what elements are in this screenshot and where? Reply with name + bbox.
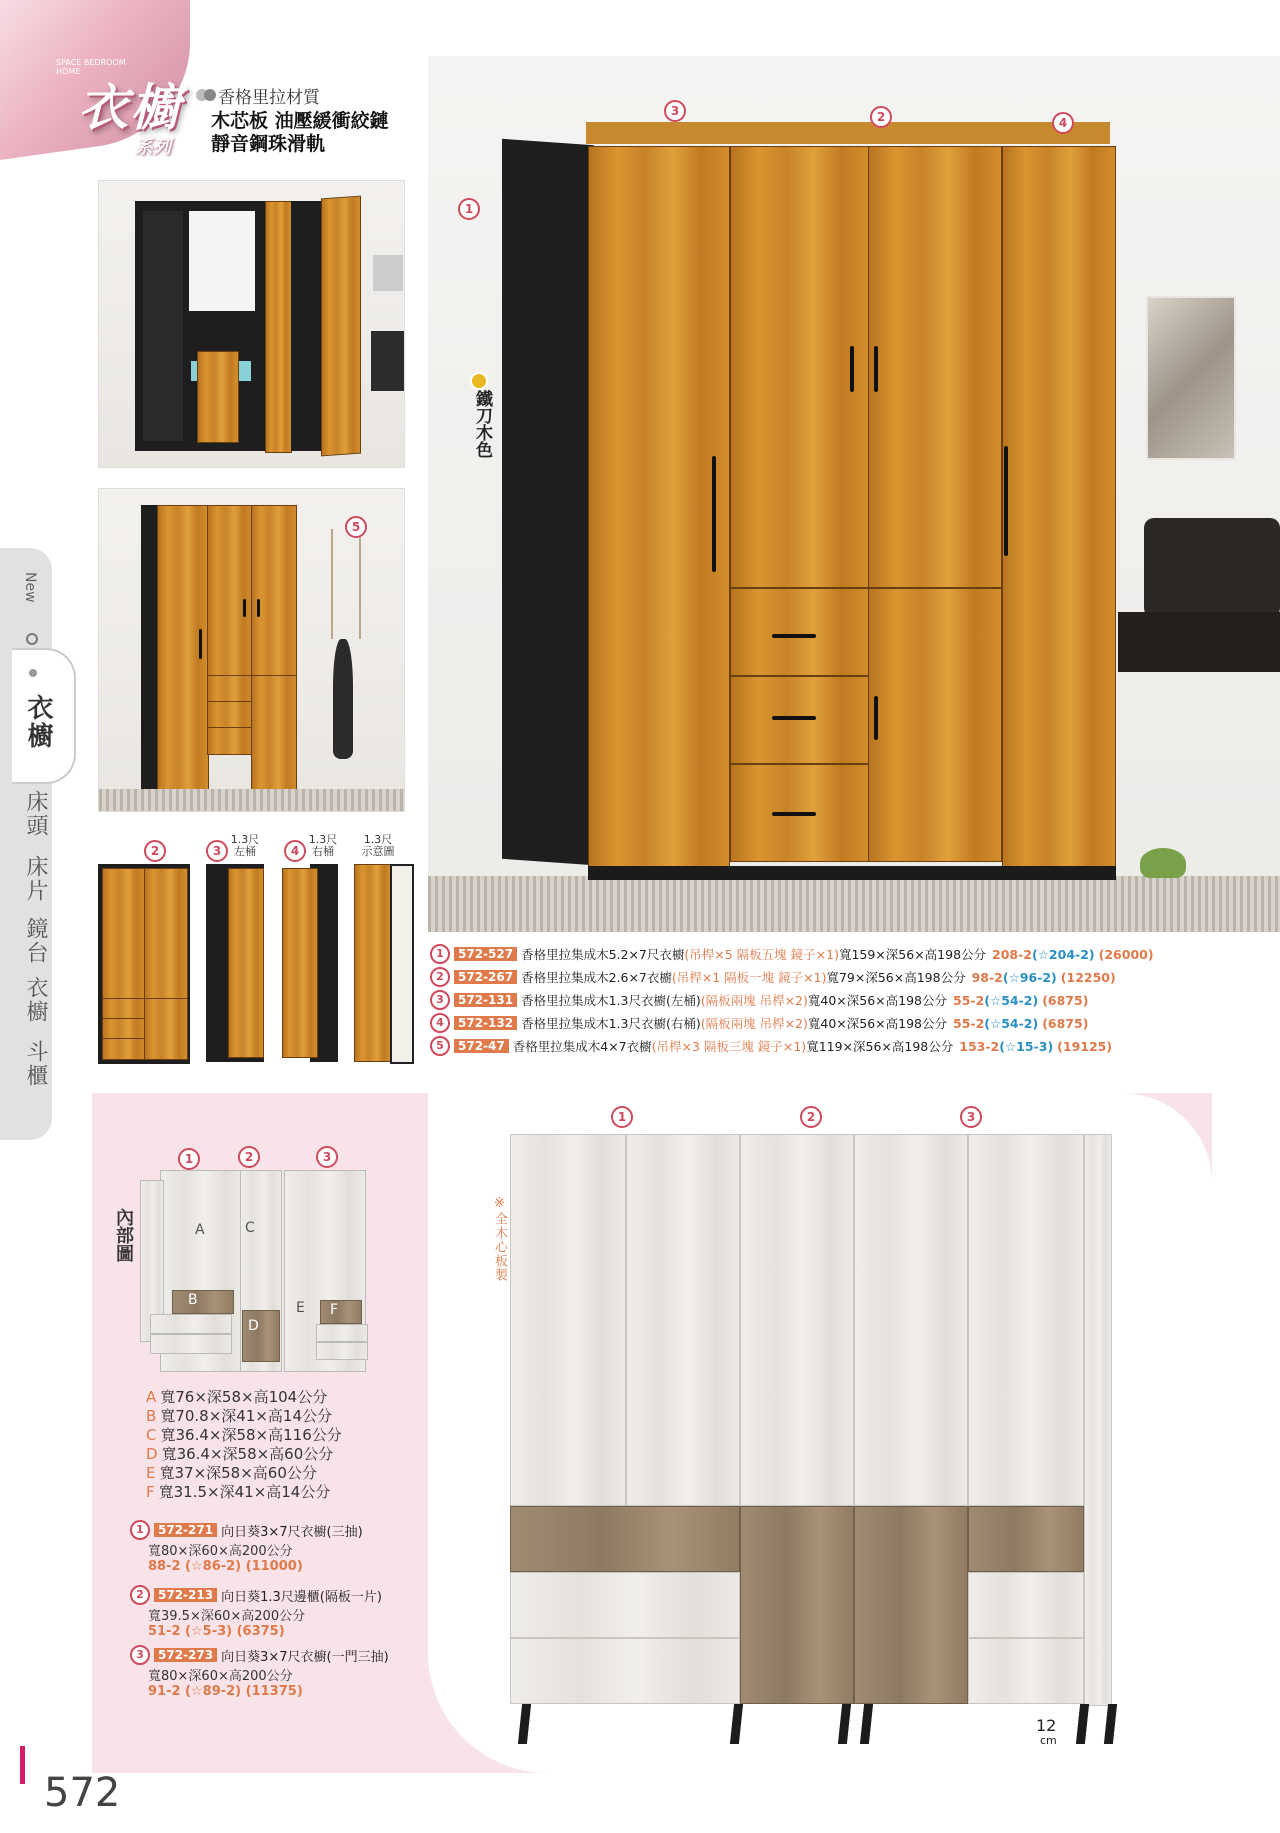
side-nav-item-headboard[interactable]: 床頭 <box>23 790 48 838</box>
interior-diagram <box>140 1170 372 1370</box>
full-wood-note: ※全木心板製 <box>492 1196 507 1282</box>
product-number-badge: 5 <box>430 1036 450 1056</box>
color-swatch-icon <box>470 372 488 390</box>
feature-board-hinge: 木芯板 油壓緩衝絞鏈 <box>211 110 389 132</box>
product-code: 572-131 <box>454 993 517 1007</box>
product-number-badge: 4 <box>430 1013 450 1033</box>
product-number-badge: 2 <box>430 967 450 987</box>
product-star-price: (☆54-2) <box>984 992 1039 1008</box>
side-nav-item-wardrobe[interactable]: 衣櫥 <box>23 976 48 1024</box>
product-ntd-price: (26000) <box>1098 946 1154 962</box>
bottom-product-2: 2 572-213 向日葵1.3尺邊櫃(隔板一片) 寬39.5×深60×高200公分 51-2 (☆5-3) (6375) <box>130 1585 382 1639</box>
thumb-label-right-bucket: 1.3尺 右桶 <box>308 833 338 858</box>
side-nav-circle-icon <box>26 633 38 645</box>
thumb-wardrobe-4 <box>280 864 338 1062</box>
side-nav-dot-icon <box>29 669 37 677</box>
marker-2: 2 <box>870 106 892 128</box>
side-nav-item-dresser[interactable]: 鏡台 <box>23 917 48 965</box>
top-product-row <box>430 990 1088 1010</box>
product-name: 香格里拉集成木4×7衣櫥 <box>512 1039 652 1054</box>
page-accent-bar <box>20 1746 25 1784</box>
compartment-d: D <box>248 1318 259 1334</box>
compartment-f: F <box>330 1302 339 1318</box>
product-star-price: (☆204-2) <box>1032 946 1095 962</box>
product-spec: (吊桿×1 隔板一塊 鏡子×1) <box>671 970 827 985</box>
bottom-product-3: 3 572-273 向日葵3×7尺衣櫥(一門三抽) 寬80×深60×高200公分 91-2 (☆89-2) (11375) <box>130 1645 389 1699</box>
dim-line-d: D 寬36.4×深58×高60公分 <box>146 1445 334 1463</box>
product-spec: (吊桿×5 隔板五塊 鏡子×1) <box>684 947 839 962</box>
thumb-wardrobe-diagram <box>354 864 410 1060</box>
marker-1: 1 <box>458 198 480 220</box>
product-spec: (吊桿×3 隔板三塊 鏡子×1) <box>651 1039 807 1054</box>
feature-material: 香格里拉材質 <box>218 88 320 108</box>
product-dimensions: 寬40×深56×高198公分 <box>807 1016 947 1031</box>
product-code: 572-267 <box>454 970 517 984</box>
photo-main-wardrobe <box>428 56 1280 932</box>
product-price: 55-2 <box>953 1015 985 1031</box>
thumb-wardrobe-2 <box>98 864 190 1064</box>
product-code: 572-47 <box>454 1039 509 1053</box>
thumb-label-diagram: 1.3尺 示意圖 <box>361 833 395 858</box>
top-product-row <box>430 944 1154 964</box>
product-price: 55-2 <box>953 992 985 1008</box>
top-product-row <box>430 1013 1088 1033</box>
product-name: 香格里拉集成木1.3尺衣櫥(左桶) <box>521 993 701 1008</box>
leg-height-unit: cm <box>1040 1734 1057 1747</box>
color-label: 鐵刀木色 <box>472 390 492 458</box>
dim-line-b: B 寬70.8×深41×高14公分 <box>146 1407 333 1425</box>
marker-3: 3 <box>664 100 686 122</box>
side-nav-item-chest[interactable]: 斗櫃 <box>23 1040 48 1088</box>
header-logo-small-text: SPACE BEDROOM HOME <box>56 58 126 76</box>
product-number-badge: 1 <box>430 944 450 964</box>
compartment-a: A <box>195 1222 205 1238</box>
header-logo-title: 衣櫥 <box>78 79 182 137</box>
top-product-row <box>430 1036 1112 1056</box>
white-wardrobe-illustration <box>510 1134 1120 1744</box>
side-nav-new-label: New <box>22 572 38 603</box>
compartment-e: E <box>296 1300 305 1316</box>
compartment-b: B <box>188 1292 198 1308</box>
thumb-wardrobe-3 <box>206 864 264 1062</box>
dim-line-a: A 寬76×深58×高104公分 <box>146 1388 328 1406</box>
product-code: 572-132 <box>454 1016 517 1030</box>
interior-marker-1: 1 <box>178 1148 200 1170</box>
dim-line-e: E 寬37×深58×高60公分 <box>146 1464 317 1482</box>
product-price: 98-2 <box>971 969 1003 985</box>
product-ntd-price: (6875) <box>1042 992 1089 1008</box>
product-spec: (隔板兩塊 吊桿×2) <box>700 1016 808 1031</box>
product-dimensions: 寬79×深56×高198公分 <box>826 970 966 985</box>
dim-line-f: F 寬31.5×深41×高14公分 <box>146 1483 331 1501</box>
product-price: 153-2 <box>959 1038 1000 1054</box>
interior-label: 內部圖 <box>113 1208 134 1262</box>
product-star-price: (☆15-3) <box>999 1038 1054 1054</box>
leg-height-note: 12 <box>1036 1716 1057 1735</box>
product-dimensions: 寬40×深56×高198公分 <box>807 993 947 1008</box>
interior-marker-2: 2 <box>238 1146 260 1168</box>
feature-slide: 靜音鋼珠滑軌 <box>211 133 326 155</box>
header-logo-sub: 系列 <box>135 137 171 158</box>
feature-dots-icon <box>196 86 212 105</box>
product-star-price: (☆96-2) <box>1002 969 1057 985</box>
bottom-product-1: 1 572-271 向日葵3×7尺衣櫥(三抽) 寬80×深60×高200公分 88-2 (☆86-2) (11000) <box>130 1520 363 1574</box>
product-name: 香格里拉集成木2.6×7衣櫥 <box>521 970 672 985</box>
product-star-price: (☆54-2) <box>984 1015 1039 1031</box>
side-nav-item-bedboard[interactable]: 床片 <box>23 855 48 903</box>
marker-4: 4 <box>1052 112 1074 134</box>
marker-5: 5 <box>345 516 367 538</box>
thumb-marker-3: 3 <box>206 840 228 862</box>
compartment-c: C <box>245 1220 255 1236</box>
photo-open-wardrobe <box>98 180 405 468</box>
product-price: 208-2 <box>992 946 1033 962</box>
thumb-label-left-bucket: 1.3尺 左桶 <box>230 833 260 858</box>
product-ntd-price: (12250) <box>1060 969 1116 985</box>
product-number-badge: 3 <box>430 990 450 1010</box>
product-code: 572-527 <box>454 947 517 961</box>
thumb-marker-4: 4 <box>284 840 306 862</box>
product-dimensions: 寬119×深56×高198公分 <box>806 1039 954 1054</box>
product-ntd-price: (6875) <box>1042 1015 1089 1031</box>
white-marker-2: 2 <box>800 1106 822 1128</box>
product-name: 香格里拉集成木1.3尺衣櫥(右桶) <box>521 1016 701 1031</box>
product-name: 香格里拉集成木5.2×7尺衣櫥 <box>521 947 685 962</box>
product-spec: (隔板兩塊 吊桿×2) <box>700 993 808 1008</box>
product-ntd-price: (19125) <box>1057 1038 1113 1054</box>
product-dimensions: 寬159×深56×高198公分 <box>838 947 987 962</box>
top-product-row <box>430 967 1116 987</box>
dim-line-c: C 寬36.4×深58×高116公分 <box>146 1426 342 1444</box>
page-number: 572 <box>44 1770 121 1816</box>
white-marker-3: 3 <box>960 1106 982 1128</box>
side-nav-item-wardrobe-active[interactable]: 衣櫥 <box>23 694 53 750</box>
interior-marker-3: 3 <box>316 1146 338 1168</box>
thumb-marker-2: 2 <box>144 840 166 862</box>
white-marker-1: 1 <box>611 1106 633 1128</box>
